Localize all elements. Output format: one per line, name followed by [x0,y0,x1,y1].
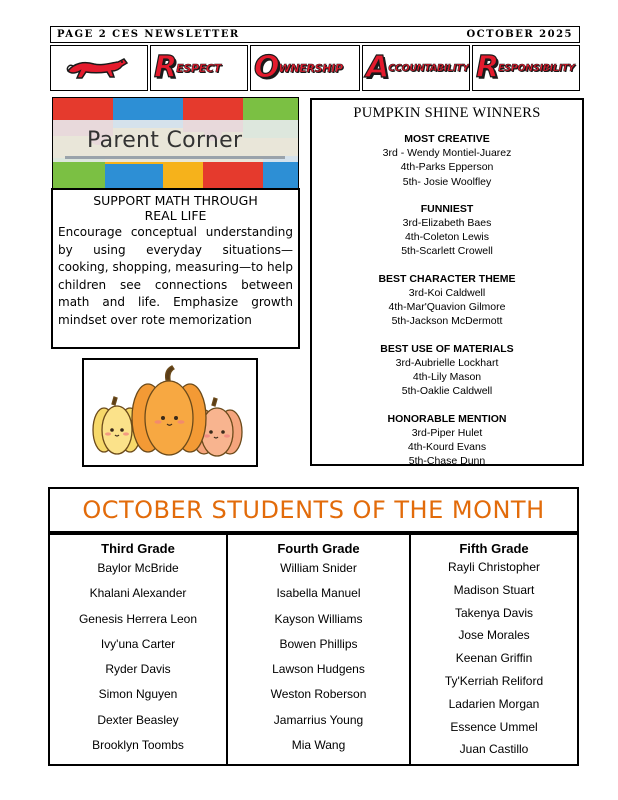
article-heading [58,193,293,223]
parent-corner-banner [52,97,299,189]
winner-entry: 3rd - Wendy Montiel-Juarez [382,147,512,159]
winner-entry: 5th-Chase Dunn [408,455,486,468]
category-title: BEST CHARACTER THEME [378,272,516,285]
winner-category [312,272,582,329]
student-name: Ty'Kerriah Reliford [444,673,544,688]
winner-categories [312,132,582,468]
winner-entry: 5th-Oaklie Caldwell [401,385,493,398]
grade-column [48,533,228,766]
value-initial: R [476,50,500,85]
winner-category [312,342,582,399]
issue-date: OCTOBER 2025 [466,29,573,40]
student-name: Takenya Davis [454,605,534,620]
values-banner [50,45,580,91]
value-word: ESPECT [176,61,221,75]
heading-line: REAL LIFE [144,208,207,223]
section-title: PUMPKIN SHINE WINNERS [353,105,541,121]
grade-column [226,533,411,766]
heading-line: SUPPORT MATH THROUGH [93,193,258,208]
student-name: Keenan Griffin [455,651,533,666]
pumpkin-shine-winners [310,98,584,466]
student-name: William Snider [280,561,357,575]
student-list [50,556,226,758]
winner-entry: 3rd-Piper Hulet [411,426,483,439]
student-name: Essence Ummel [450,719,538,734]
pumpkins-illustration [82,358,258,467]
winner-category [312,202,582,259]
student-name: Kayson Williams [274,611,363,626]
winner-entry: 4th-Mar'Quavion Gilmore [388,301,506,314]
student-name: Simon Nguyen [98,687,178,702]
student-name: Lawson Hudgens [272,662,365,677]
student-name: Ivy'una Carter [100,636,176,651]
article-body: Encourage conceptual understanding by using everyday situations—cooking, shopping, measuring—to help children see connections between math and life. Emphasize growth mindset over rote memorization [58,225,293,327]
category-title: MOST CREATIVE [404,133,490,145]
grade-title: Fourth Grade [277,541,360,556]
value-initial: A [366,50,390,85]
student-list [228,556,409,758]
winner-entry: 4th-Kourd Evans [407,440,487,453]
value-respect [150,45,248,91]
winner-entry: 3rd-Koi Caldwell [408,286,486,299]
student-name: Jamarrius Young [273,712,364,727]
value-word: ESPONSIBILITY [498,62,575,74]
winner-entry: 5th-Jackson McDermott [391,315,503,328]
panther-mascot-icon [64,53,134,83]
student-name: Mia Wang [291,738,346,753]
newsletter-header [50,26,580,43]
winner-entry: 4th-Lily Mason [412,370,482,383]
value-ownership [250,45,360,91]
page-label: PAGE 2 CES NEWSLETTER [57,29,240,40]
students-of-month-header [48,487,579,533]
student-name: Madison Stuart [453,582,535,597]
grade-title: Fifth Grade [459,541,529,556]
student-name: Rayli Christopher [447,560,541,574]
winner-entry: 4th-Parks Epperson [400,161,494,174]
value-responsibility [472,45,580,91]
value-word: WNERSHIP [278,61,343,75]
category-title: FUNNIEST [420,202,474,215]
winner-entry: 4th-Coleton Lewis [404,231,490,244]
student-list [411,556,577,761]
winner-category [312,412,582,469]
section-title: OCTOBER STUDENTS OF THE MONTH [82,496,545,524]
student-name: Baylor McBride [97,561,179,575]
pumpkin-trio-icon [84,360,256,465]
winner-entry: 3rd-Aubrielle Lockhart [395,356,499,369]
student-name: Bowen Phillips [279,636,358,651]
winner-entry: 3rd-Elizabeth Baes [402,216,492,229]
value-accountability [362,45,470,91]
student-name: Ladarien Morgan [448,696,540,711]
parent-corner-article [51,188,300,349]
mascot-logo-box [50,45,148,91]
student-name: Ryder Davis [105,662,171,677]
value-initial: O [254,50,280,85]
student-name: Isabella Manuel [276,586,361,601]
student-name: Khalani Alexander [89,586,187,601]
winner-entry: 5th-Scarlett Crowell [401,245,493,258]
category-title: HONORABLE MENTION [387,412,507,425]
student-name: Dexter Beasley [97,712,179,727]
student-name: Weston Roberson [270,687,367,702]
value-initial: R [154,50,178,85]
student-name: Jose Morales [458,628,530,643]
grade-column [409,533,579,766]
category-title: BEST USE OF MATERIALS [380,342,514,355]
student-name: Brooklyn Toombs [92,738,184,753]
student-name: Genesis Herrera Leon [78,611,198,626]
value-word: CCOUNTABILITY [388,62,469,74]
winner-entry: 5th- Josie Woolfley [402,175,492,188]
winner-category [312,132,582,189]
grade-title: Third Grade [101,541,175,556]
student-name: Juan Castillo [459,742,529,757]
parent-corner-title: Parent Corner [87,128,243,153]
